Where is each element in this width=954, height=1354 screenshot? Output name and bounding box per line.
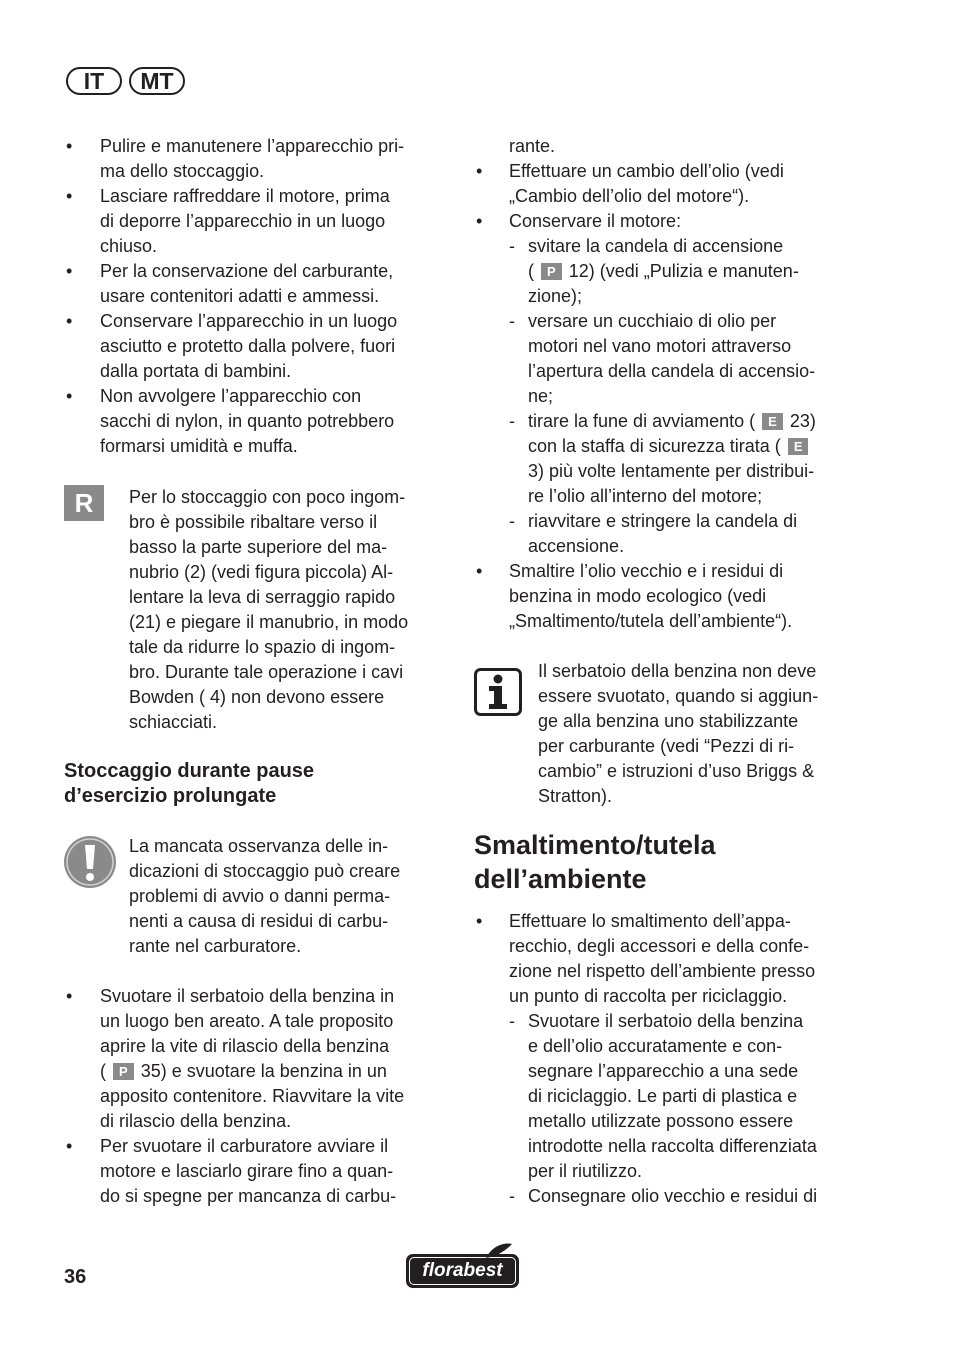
section-heading-line1: Stoccaggio durante pause xyxy=(64,760,315,782)
text-line: recchio, degli accessori e della confe- xyxy=(509,936,810,956)
bullet-a-line: aprire la vite di rilascio della benzina xyxy=(100,1036,390,1056)
bullet-dot: • xyxy=(476,561,483,581)
text-line: motore e lasciarlo girare fino a quan- xyxy=(100,1161,394,1181)
text-line: usare contenitori adatti e ammessi. xyxy=(100,286,380,306)
text-line: versare un cucchiaio di olio per xyxy=(528,311,777,331)
r-figure-icon: R xyxy=(64,485,104,521)
info-line: Il serbatoio della benzina non deve xyxy=(538,661,817,681)
text-line: un punto di raccolta per riciclaggio. xyxy=(509,986,788,1006)
bullet-a-line: di rilascio della benzina. xyxy=(100,1111,292,1131)
note-line: Bowden ( 4) non devono essere xyxy=(129,687,385,707)
text-line: asciutto e protetto dalla polvere, fuori xyxy=(100,336,396,356)
dash-line: 3) più volte lentamente per distribui- xyxy=(528,461,815,481)
bullet-dot: • xyxy=(66,311,73,331)
note-line: bro è possibile ribaltare verso il xyxy=(129,512,378,532)
note-line: basso la parte superiore del ma- xyxy=(129,537,388,557)
text-line: zione nel rispetto dell’ambiente presso xyxy=(509,961,816,981)
text-line: Conservare l’apparecchio in un luogo xyxy=(100,311,398,331)
dash-line xyxy=(528,434,810,459)
text-line: Per la conservazione del carburante, xyxy=(100,261,394,281)
bullet-dot: • xyxy=(66,386,73,406)
bullet-dot: • xyxy=(476,911,483,931)
text-line: metallo utilizzate possono essere xyxy=(528,1111,794,1131)
bullet-dot: • xyxy=(476,161,483,181)
text-line: ma dello stoccaggio. xyxy=(100,161,265,181)
info-line: essere svuotato, quando si aggiun- xyxy=(538,686,819,706)
figure-ref-badge: P xyxy=(113,1063,134,1080)
note-line: schiacciati. xyxy=(129,712,218,732)
text-line: Per svuotare il carburatore avviare il xyxy=(100,1136,389,1156)
dash-mark: - xyxy=(509,411,515,431)
bullet-dot: • xyxy=(66,136,73,156)
note-line: bro. Durante tale operazione i cavi xyxy=(129,662,404,682)
paren-open: ( xyxy=(528,261,534,281)
text-line: per il riutilizzo. xyxy=(528,1161,643,1181)
lang-badge-it: IT xyxy=(66,67,122,95)
note-line: (21) e piegare il manubrio, in modo xyxy=(129,612,409,632)
warning-line: dicazioni di stoccaggio può creare xyxy=(129,861,401,881)
ref-text: tirare la fune di avviamento ( xyxy=(528,411,756,431)
section-heading-line2: dell’ambiente xyxy=(474,864,647,894)
text-line: l’apertura della candela di accensio- xyxy=(528,361,816,381)
text-line: Lasciare raffreddare il motore, prima xyxy=(100,186,390,206)
text-line: Pulire e manutenere l’apparecchio pri- xyxy=(100,136,405,156)
bullet-a-line: apposito contenitore. Riavvitare la vite xyxy=(100,1086,405,1106)
text-line: benzina in modo ecologico (vedi xyxy=(509,586,767,606)
dash-line: zione); xyxy=(528,286,583,306)
figure-ref-badge: P xyxy=(541,263,562,280)
note-line: Per lo stoccaggio con poco ingom- xyxy=(129,487,406,507)
bullet-a-line: Svuotare il serbatoio della benzina in xyxy=(100,986,395,1006)
figure-ref-badge: E xyxy=(762,413,783,430)
info-line: Stratton). xyxy=(538,786,613,806)
dash-mark: - xyxy=(509,1186,515,1206)
note-line: nubrio (2) (vedi figura piccola) Al- xyxy=(129,562,394,582)
text-line: introdotte nella raccolta differenziata xyxy=(528,1136,817,1156)
note-line: lentare la leva di serraggio rapido xyxy=(129,587,396,607)
text-line: formarsi umidità e muffa. xyxy=(100,436,298,456)
bullet-dot: • xyxy=(476,211,483,231)
lang-badge-mt: MT xyxy=(129,67,185,95)
bullet-a-line xyxy=(100,1059,387,1084)
leaf-icon xyxy=(484,1242,514,1260)
text-line: „Smaltimento/tutela dell’ambiente“). xyxy=(509,611,793,631)
text-line: Effettuare un cambio dell’olio (vedi xyxy=(509,161,784,181)
text-line: Smaltire l’olio vecchio e i residui di xyxy=(509,561,784,581)
warning-exclamation-icon xyxy=(63,835,117,889)
info-line: per carburante (vedi “Pezzi di ri- xyxy=(538,736,795,756)
warning-line: rante nel carburatore. xyxy=(129,936,302,956)
paren-open: ( xyxy=(100,1061,106,1081)
ref-text: con la staffa di sicurezza tirata ( xyxy=(528,436,781,456)
text-line: ne; xyxy=(528,386,554,406)
bullet-dot: • xyxy=(66,186,73,206)
figure-ref-badge: E xyxy=(788,438,809,455)
dash-mark: - xyxy=(509,236,515,256)
text-line: motori nel vano motori attraverso xyxy=(528,336,792,356)
dash-mark: - xyxy=(509,1011,515,1031)
section-heading-line1: Smaltimento/tutela xyxy=(474,830,716,860)
warning-line: La mancata osservanza delle in- xyxy=(129,836,389,856)
text-line: dalla portata di bambini. xyxy=(100,361,292,381)
text-line: „Cambio dell’olio del motore“). xyxy=(509,186,750,206)
info-icon xyxy=(474,668,522,716)
ref-text: 35) e svuotare la benzina in un xyxy=(140,1061,387,1081)
info-line: ge alla benzina uno stabilizzante xyxy=(538,711,799,731)
text-line: e dell’olio accuratamente e con- xyxy=(528,1036,783,1056)
brand-logo xyxy=(406,1254,519,1288)
text-line: chiuso. xyxy=(100,236,158,256)
text-line: Svuotare il serbatoio della benzina xyxy=(528,1011,804,1031)
bullet-a-line: un luogo ben areato. A tale proposito xyxy=(100,1011,394,1031)
dash-mark: - xyxy=(509,311,515,331)
page-number: 36 xyxy=(64,1266,87,1288)
text-line: sacchi di nylon, in quanto potrebbero xyxy=(100,411,395,431)
text-line: Effettuare lo smaltimento dell’appa- xyxy=(509,911,791,931)
text-line: riavvitare e stringere la candela di xyxy=(528,511,798,531)
note-line: tale da ridurre lo spazio di ingom- xyxy=(129,637,396,657)
warning-line: problemi di avvio o danni perma- xyxy=(129,886,391,906)
continued-text: rante. xyxy=(509,136,556,156)
ref-text: 23) xyxy=(789,411,816,431)
dash-mark: - xyxy=(509,511,515,531)
dash-line: re l’olio all’interno del motore; xyxy=(528,486,763,506)
bullet-dot: • xyxy=(66,986,73,1006)
text-line: do si spegne per mancanza di carbu- xyxy=(100,1186,397,1206)
bullet-dot: • xyxy=(66,1136,73,1156)
ref-text: 12) (vedi „Pulizia e manuten- xyxy=(568,261,799,281)
text-line: accensione. xyxy=(528,536,625,556)
warning-line: nenti a causa di residui di carbu- xyxy=(129,911,389,931)
dash-line: svitare la candela di accensione xyxy=(528,236,784,256)
section-heading-line2: d’esercizio prolungate xyxy=(64,785,277,807)
brand-logo-text: florabest xyxy=(422,1260,503,1281)
text-line: di deporre l’apparecchio in un luogo xyxy=(100,211,386,231)
info-line: cambio” e istruzioni d’uso Briggs & xyxy=(538,761,815,781)
dash-line xyxy=(528,259,799,284)
text-line: di riciclaggio. Le parti di plastica e xyxy=(528,1086,798,1106)
dash-line xyxy=(528,409,816,434)
text-line: segnare l’apparecchio a una sede xyxy=(528,1061,799,1081)
text-line: Non avvolgere l’apparecchio con xyxy=(100,386,362,406)
dash-line: Consegnare olio vecchio e residui di xyxy=(528,1186,818,1206)
conserve-motor-bullet: Conservare il motore: xyxy=(509,211,682,231)
bullet-dot: • xyxy=(66,261,73,281)
